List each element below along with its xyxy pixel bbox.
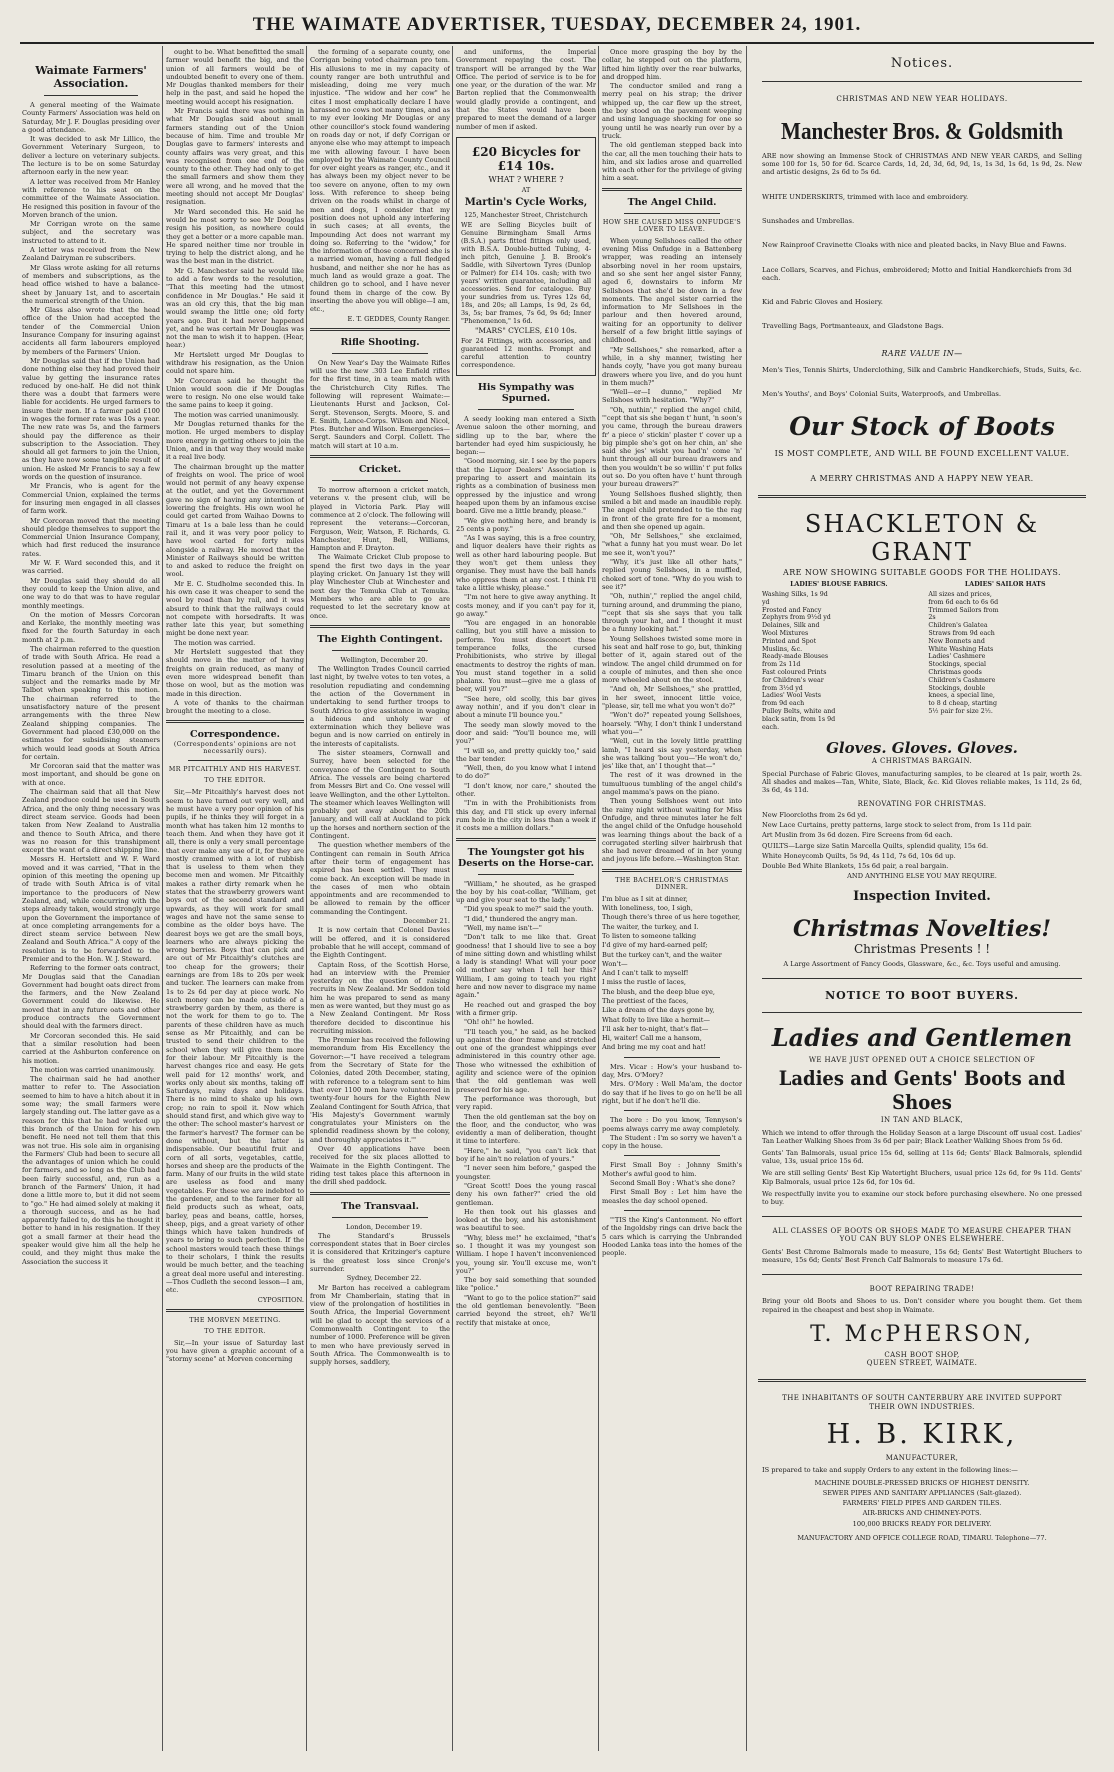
paragraph: The Standard's Brussels correspondent states that in Boer circles it is considered that Kritzinger's capture is the greatest loss since Cronje's surrender. <box>310 1231 450 1273</box>
paragraph: The Premier has received the following memorandum from His Excellency the Governor:—"I have received a telegram from the Secretary of State for the Colonies, dated 20th December, stating, with reference to a telegram sent to him that over 1100 men have volunteered in twenty-four hours for the Eighth New Zealand Contingent for South Africa, that 'His Majesty's Government warmly congratulates your Ministers on the splendid readiness shown by the colony, and thoroughly appreciates it.'" <box>310 1036 450 1144</box>
ad-item: Men's Youths', and Boys' Colonial Suits, Waterproofs, and Umbrellas. <box>762 389 1002 398</box>
paragraph: "Great Scott! Does the young rascal deny his own father?" cried the old gentleman. <box>456 1181 596 1207</box>
paragraph: "We give nothing here, and brandy is 25 cents a pony." <box>456 516 596 533</box>
divider <box>762 978 1082 979</box>
divider <box>456 838 596 841</box>
poem-line: Like a dream of the days gone by, <box>602 1006 715 1015</box>
paragraph: The performance was thorough, but very rapid. <box>456 1094 596 1112</box>
column-rule <box>598 46 599 1751</box>
divider <box>624 1155 720 1156</box>
divider <box>332 650 428 651</box>
paragraph: "As I was saying, this is a free country, and liquor dealers have their rights as well as other hard labouring people. But they won't get them unless they organise. They must have the ball hands who oppress them at any cost. I think I'll take a little whisky, please." <box>456 534 596 592</box>
paragraph: Mr Francis, who is agent for the Commercial Union, explained the terms for insuring men engaged in all classes of farm work. <box>22 482 160 516</box>
paragraph: "William," he shouted, as he grasped the boy by his coat-collar, "William, get up and give your seat to the lady." <box>456 879 596 905</box>
divider <box>44 95 138 96</box>
poem-line: Won't— <box>602 959 628 968</box>
poem-line: What folly to live like a hermit— <box>602 1015 710 1024</box>
divider <box>478 409 574 410</box>
letter-to: TO THE EDITOR. <box>204 1327 266 1335</box>
list-heading: LADIES' SAILOR HATS <box>964 581 1046 589</box>
divider <box>188 760 282 761</box>
paragraph: The Waimate Cricket Club propose to spend the first two days in the year playing cricket. On January 1st they will play Winchester Club at Winchester and next day the Temuka Club at Temuka. Members who are able to go are requested to let the secretary know at once. <box>310 553 450 620</box>
list-item: All sizes and prices, from 6d each to 6s 6d <box>928 591 999 606</box>
ad-item: Men's Ties, Tennis Shirts, Underclothing, Silk and Cambric Handkerchiefs, Studs, Suits, &c. <box>762 365 1082 374</box>
article-heading: Waimate Farmers' Association. <box>35 64 147 90</box>
ad-heading: CHRISTMAS AND NEW YEAR HOLIDAYS. <box>836 94 1008 103</box>
list-item: Trimmed Sailors from 2s <box>928 606 999 622</box>
paragraph: It is now certain that Colonel Davies will be offered, and it is considered probable that he will accept, command of the Eighth Contingent. <box>310 926 450 960</box>
divider <box>624 1210 720 1211</box>
list-item: New Bonnets and White Washing Hats <box>928 637 994 653</box>
column-rule <box>162 46 163 1751</box>
paragraph: On New Year's Day the Waimate Rifles will use the new .303 Lee Enfield rifles for the first time, in a team match with the Christchurch City Rifles. The following will represent Waimate:—Lieutenants Hurst and Jackson, Col-Sergt. Stevenson, Sergts. Moore, S. and E. Smith, Lance-Corps. Wilson and Nicol, Ptes. Butcher and Wilson. Emergencies—Sergt. Saunders and Corpl. Collett. The match will start at 10 a.m. <box>310 358 450 450</box>
paragraph: "I don't know, nor care," shouted the other. <box>456 781 596 799</box>
paragraph: The conductor smiled and rang a merry peal on his strap; the driver whipped up, the car flew up the street, the boy stood on the pavement weeping and using language shocking for one so young until he was nearly run over by a truck. <box>602 82 742 140</box>
ad-body: WE are Selling Bicycles built of Genuine Birmingham Small Arms (B.S.A.) parts fitted fittings only used, with B.S.A. Double-butted Tubing, 4-inch pitch, Genuine J. B. Brook's Saddle, with Silvertown Tyres (Dunlop or Palmer) for £14 10s. cash; with two years' written guarantee, including all accessories. Send for catalogue. Buy your sundries from us. Tyres 12s 6d, 18s, and 20s; all Lamps, 1s 9d, 2s 6d, 3s, 5s; bar frames, 7s 6d, 9s 6d; Inner "Phenomenon," 1s 6d. <box>461 220 591 325</box>
divider <box>310 1192 450 1195</box>
divider <box>762 1012 1082 1013</box>
list-item: Delaines, Silk and Wool Mixtures <box>762 622 820 638</box>
paragraph: Mr Douglas said that if the Union had done nothing else they had proved their value by getting the insurance rates reduced by one-half. He did not think there was a doubt that farmers were liable for accidents. He urged farmers to insure their men. If a farmer paid £100 in wages the former rate was 10s a year. The new rate was 5s, and the farmers should pay the difference as their subscription to the Association. They should all get farmers to join the Union, as they have now some tangible result of union. He asked Mr Francis to say a few words on the question of insurance. <box>22 356 160 482</box>
poem-line: The blush, and the deep blue eye, <box>602 987 715 996</box>
paragraph: First Small Boy : Let him have the measles the day school opened. <box>602 1188 742 1205</box>
ad-business-name: SHACKLETON & GRANT <box>804 510 1040 567</box>
ad-subheading: WE HAVE JUST OPENED OUT A CHOICE SELECTION OF <box>808 1055 1036 1064</box>
ad-body: Gents' Best Chrome Balmorals made to measure, 15s 6d; Gents' Best Watertight Bluchers to measure, 15s 6d; Gents' Best French Calf Balmorals to measure 17s 6d. <box>762 1247 1082 1264</box>
ad-subheading: THE INHABITANTS OF SOUTH CANTERBURY ARE INVITED SUPPORT THEIR OWN INDUSTRIES. <box>782 1394 1062 1411</box>
paragraph: "Well, my name isn't—" <box>464 924 542 932</box>
paragraph: Young Sellshoes twisted some more in his seat and half rose to go, but, thinking better of it, again stared out of the window. The angel child drummed on for a couple of minutes, and then she once more wheeled about on the stool. <box>602 634 742 685</box>
ad-subheading: IN TAN AND BLACK, <box>880 1116 964 1125</box>
paragraph: Then young Sellshoes went out into the rainy night without waiting for Miss Onfudge, and three minutes later he felt the angel child of the Onfudge household was learning things about the back of a corrugated sterling silver hairbrush that she had never dreamed of in her young and joyous life before.—Washington Star. <box>602 797 742 864</box>
ad-subheading: RENOVATING FOR CHRISTMAS. <box>857 800 987 809</box>
paragraph: "I did," thundered the angry man. <box>464 914 578 923</box>
paragraph: "Here," he said, "you can't lick that boy if he ain't no relation of yours." <box>456 1146 596 1164</box>
paragraph: "Mr Sellshoes," she remarked, after a while, in a shy manner, twisting her hands coyly, "have you got many bureau drawers where you live, and do you hunt in them much?" <box>602 345 742 387</box>
poem-line: And I can't talk to myself! <box>602 969 689 978</box>
paragraph: "Why, bless me!" he exclaimed, "that's so. I thought it was my youngest son William. I hope I haven't inconvenienced you, young sir. You'll excuse me, won't you?" <box>456 1233 596 1275</box>
article-body <box>22 101 160 1266</box>
paragraph: Mr Corrigan wrote on the same subject, and the secretary was instructed to attend to it. <box>22 220 160 245</box>
paragraph: He reached out and grasped the boy with a firmer grip. <box>456 1000 596 1017</box>
paragraph: Young Sellshoes flushed slightly, then smiled a bit and made an inaudible reply. The angel child pretended to tie the rag in front of the grate fire for a moment, and then she opened up again. <box>602 489 742 531</box>
divider <box>310 455 450 458</box>
section-heading: The Youngster got his Deserts on the Horse-car. <box>458 846 594 869</box>
divider <box>478 874 574 875</box>
ad-subheading: WHAT ? WHERE ? <box>488 174 564 184</box>
paragraph: Mr Barton has received a cablegram from Mr Chamberlain, stating that in view of the prolongation of hostilities in South Africa, the Imperial Government will be glad to accept the services of a Commonwealth Contingent to the number of 1000. Preference will be given to men who have previously served in South Africa. The Commonwealth is to supply horses, saddlery, <box>310 1283 450 1367</box>
paragraph: Mr Douglas said they should do all they could to keep the Union alive, and one way to do that was to have regular monthly meetings. <box>22 576 160 610</box>
ad-address: QUEEN STREET, WAIMATE. <box>866 1359 978 1368</box>
paragraph: "Don't talk to me like that. Great goodness! that I should live to see a boy of mine sitting down and whistling whilst a lady is standing! What will your poor old mother say when I tell her this? William, I am going to teach you right here and now never to disgrace my name again." <box>456 933 596 1000</box>
ad-headline: Our Stock of Boots <box>789 412 1055 442</box>
ad-body: Special Purchase of Fabric Gloves, manufacturing samples, to be cleared at 1s pair, worth 2s. All shades and makes—Tan, White, Slate, Black, &c. Kid Gloves reliable makes, 1s 11d, 2s 6d, 3s 6d, 4s 11d. <box>762 769 1082 795</box>
section-heading: Rifle Shooting. <box>340 336 420 348</box>
paragraph: Sir,—In your issue of Saturday last you have given a graphic account of a "stormy scene" at Morven concerning <box>166 1338 304 1364</box>
ad-subheading: A CHRISTMAS BARGAIN. <box>871 757 973 766</box>
paragraph: "I'm in with the Prohibitionists from this day, and I'll stick up every infernal rum hole in the city in less than a week if it costs me a million dollars." <box>456 799 596 833</box>
ad-item: New Rainproof Cravinette Cloaks with nice and pleated backs, in Navy Blue and Fawns. <box>762 241 1067 250</box>
sailor-hats-list <box>928 581 1082 731</box>
letter-to: TO THE EDITOR. <box>204 777 266 785</box>
divider <box>762 1216 1082 1217</box>
dateline: Sydney, December 22. <box>346 1274 422 1283</box>
ad-body: We are still selling Gents' Best Kip Watertight Bluchers, usual price 12s 6d, for 9s 11d. Gents' Kip Balmorals, usual price 12s 6d, for 10s 6d. <box>762 1169 1082 1186</box>
ad-address: 125, Manchester Street, Christchurch <box>464 210 588 219</box>
list-item: Ladies' Wool Vests from 9d each <box>762 692 822 708</box>
divider <box>310 328 450 331</box>
poem-heading: THE BACHELOR'S CHRISTMAS DINNER. <box>615 876 729 891</box>
paragraph: Mr Glass also wrote that the head office of the Union had accepted the tender of the Commercial Union Insurance Company for insuring against accidents all farm labourers employed by members of the Farmers' Union. <box>22 306 160 356</box>
divider <box>758 495 1086 498</box>
paragraph: The rest of it was drowned in the tumultuous tumbling of the angel child's angel mamma's paws on the piano. <box>602 771 742 797</box>
list-item: Frosted and Fancy Zephyrs from 9½d yd <box>762 606 831 622</box>
divider <box>762 1274 1082 1275</box>
list-item: Pulley Belts, white and black satin, from 1s 9d each. <box>762 708 836 731</box>
divider <box>166 1309 304 1312</box>
section-heading: His Sympathy was Spurned. <box>477 381 575 404</box>
list-item: Children's Cashmere Stockings, double knees, a special line, to 8 d cheap, starting 5½ pair for size 2½. <box>928 676 998 716</box>
paragraph: The Student : I'm so sorry we haven't a copy in the house. <box>602 1133 742 1151</box>
paragraph: He then took out his glasses and looked at the boy, and his astonishment was beautiful to see. <box>456 1207 596 1233</box>
ad-body: For 24 Fittings, with accessories, and guaranteed 12 months. Prompt and careful attention to country correspondence. <box>461 336 591 369</box>
ad-subheading: IS MOST COMPLETE, AND WILL BE FOUND EXCELLENT VALUE. <box>774 449 1070 459</box>
section-subheading: HOW SHE CAUSED MISS ONFUDGE'S LOVER TO LEAVE. <box>602 218 742 233</box>
masthead-title: THE WAIMATE ADVERTISER, TUESDAY, DECEMBER 24, 1901. <box>252 14 862 35</box>
column-1 <box>22 48 160 1748</box>
paragraph: "Oh, nuthin'," replied the angel child, "'cept that sis she began t' hunt, 'n soon's you came, through the bureau drawers fr' a piece o' stickin' plaster t' cover up a big pimple she's got on her chin, an' she said she jes' wisht you had'n' come 'n' hunt through all our bureau drawers and then you wouldn't be so willin' t' put folks out so. Do you often have t' hunt through your bureau drawers?" <box>602 405 742 489</box>
paragraph: The motion was carried unanimously. <box>30 1065 155 1074</box>
poem-line: I'm blue as I sit at dinner, <box>602 894 688 903</box>
column-rule <box>746 46 747 1751</box>
list-item: Children's Galatea Straws from 9d each <box>928 622 995 638</box>
divider <box>602 869 742 872</box>
ad-headline: Inspection Invited. <box>853 888 991 904</box>
ad-item: WHITE UNDERSKIRTS, trimmed with lace and embroidery. <box>762 192 969 201</box>
paragraph: The chairman said he had another matter to refer to. The Association seemed to him to have a hitch about it in some way; the small farmers were largely standing out. The latter gave as a reason for this that he had worked up this branch of the Union for his own benefit. He need not tell them that this was not true. His sole aim in organising the Farmers' Club had been to secure all the advantages of union which he could for farmers, and so long as the Club had been fairly successful, and, run as a branch of the Farmers' Union, it had done a little more to, but it did not seem to "go." He had aimed solely at making it a thorough success, and as he had apparently failed to, do this he thought it better to hand in his resignation. If they got a small farmer at their head the speaker would give him all the help he could, and they might thus make the Association the success it <box>22 1075 160 1266</box>
paragraph: "Well, then, do you know what I intend to do do?" <box>456 764 596 781</box>
divider <box>310 625 450 628</box>
ad-item: Lace Collars, Scarves, and Fichus, embroidered; Motto and Initial Handkerchiefs from 3d each. <box>762 265 1072 282</box>
ad-business-name: Manchester Bros. & Goldsmith <box>781 119 1063 145</box>
poem-line: But the turkey can't, and the waiter <box>602 950 722 959</box>
column-2 <box>166 48 304 1748</box>
paragraph: the forming of a separate county, one Corrigan being voted chairman pro tem. His allusions to me in my capacity of county ranger are both untruthful and misleading, doing me very much injustice. "The widow and her cow" he cites I most emphatically declare I have harassed no cows not many times, and as to my ever looking Mr Douglas or any other councillor's stock found wandering on roads day or not, if defy Corrigan or anyone else who may attempt to impeach me with allowing favour. I have been employed by the Waimate County Council for over eight years as ranger, etc., and it has always been my object never to be too severe on anyone, often to my own loss. With reference to sheep being driven on the roads whilst in charge of men and dogs, I consider that my position does not uphold any interfering in such cases; at all events, the Impounding Act does not warrant my doing so. Referring to the "widow," for the information of those concerned she is a married woman, having a full fledged husband, and neither she nor he has as much land as would graze a goat. The children go to school, and I have never found them in charge of the cow. By inserting the above you will oblige—I am, etc., <box>310 48 450 314</box>
section-heading: Correspondence. <box>190 729 280 741</box>
ad-item: Kid and Fabric Gloves and Hosiery. <box>762 298 883 307</box>
ad-subheading: ALL CLASSES OF BOOTS OR SHOES MADE TO MEASURE CHEAPER THAN YOU CAN BUY SLOP ONES ELSEWHERE. <box>772 1227 1072 1244</box>
column-3 <box>310 48 450 1748</box>
divider <box>602 188 742 191</box>
ad-business-name: H. B. KIRK, <box>826 1419 1018 1451</box>
paragraph: A vote of thanks to the chairman brought the meeting to a close. <box>166 698 304 716</box>
paragraph: Mr G. Manchester said he would like to add a few words to the resolution, "That this meeting had the utmost confidence in Mr Douglas." He said it was an old cry this, that the big man would swamp the little one; old forty years ago. But it had never happened yet, and he was certain Mr Douglas was not the man to wish it to happen. (Hear, hear.) <box>166 266 304 350</box>
paragraph: Mrs. O'Mory : Well Ma'am, the doctor do say that if he lives to go on he'll be all right, but if he don't he'll die. <box>602 1080 742 1105</box>
paragraph: The chairman said that all that New Zealand produce could be used in South Africa, and the only thing necessary was direct steam service. Goods had been taken from New Zealand to Australia and thence to South Africa, and there was no reason for this transhipment except the want of a direct shipping line. <box>22 788 160 855</box>
ad-text: AT <box>521 185 531 194</box>
paragraph: When young Sellshoes called the other evening Miss Onfudge in a Battenberg wrapper, was reading an intensely absorbing novel in her room upstairs, and so she sent her angel sister Fanny, aged 6, downstairs to inform Mr Sellshoes that she'd be down in a few moments. The angel sister carried the information to Mr Sellshoes in the parlour and then hovered around, waiting for an opportunity to deliver herself of a few bright little sayings of childhood. <box>602 236 742 345</box>
paragraph: Mr Hertslett suggested that they should move in the matter of having freights on grain reduced, as many of even more widespread benefit than those on wool, but as the motion was made in this direction. <box>166 648 304 698</box>
ad-item: SEWER PIPES AND SANITARY APPLIANCES (Salt-glazed). <box>822 1488 1022 1497</box>
ad-two-columns <box>762 581 1082 731</box>
list-heading: LADIES' BLOUSE FABRICS. <box>790 581 888 589</box>
paragraph: The motion was carried unanimously. <box>174 410 299 419</box>
paragraph: A letter was received from the New Zealand Dairyman re subscribers. <box>22 246 160 263</box>
ad-body: A Large Assortment of Fancy Goods, Glassware, &c., &c. Toys useful and amusing. <box>783 959 1061 968</box>
poem-line: I miss the rustle of laces, <box>602 978 686 987</box>
paragraph: "'TIS the King's Cantonment. No effort of the Ingoldsby rings can drive back the 5 cars which is carrying the Unbranded Hooded Lanka teas into the homes of the people. <box>602 1215 742 1258</box>
ad-headline: Ladies and Gents' Boots and Shoes <box>778 1066 1066 1115</box>
ad-body: We respectfully invite you to examine our stock before purchasing elsewhere. No one pressed to buy. <box>762 1189 1082 1206</box>
paragraph: Then the old gentleman sat the boy on the floor, and the conductor, who was evidently a man of deliberation, thought it time to interfere. <box>456 1112 596 1146</box>
paragraph: Once more grasping the boy by the collar, he stepped out on the platform, lifted him lightly over the rear bulwarks, and dropped him. <box>602 48 742 81</box>
ad-item: New Floorcloths from 2s 6d yd. <box>762 810 868 819</box>
ad-body: ARE now showing an Immense Stock of CHRISTMAS AND NEW YEAR CARDS, and Selling some 100 for 1s, 50 for 6d. Scarce Cards, 1d, 2d, 3d, 6d, 9d, 1s, 1s 3d, 1s 6d, 1s 9d, 2s. New and artistic designs, 2s 6d to 5s 6d. <box>762 152 1082 177</box>
ad-item: MACHINE DOUBLE-PRESSED BRICKS OF HIGHEST DENSITY. <box>814 1478 1030 1487</box>
paragraph: Mr Douglas returned thanks for the motion. He urged members to display more energy in getting others to join the Union, and in that way they would make it a real live body. <box>166 420 304 462</box>
paragraph: and uniforms, the Imperial Government repaying the cost. The transport will be arranged by the War Office. The period of service is to be for one year, or the duration of the war. Mr Barton replied that the Commonwealth would gladly provide a contingent, and that the States would have been prepared to meet the demand of a larger number of men if asked. <box>456 48 596 131</box>
dateline: December 21. <box>403 917 450 926</box>
masthead <box>0 0 1114 44</box>
divider <box>166 720 304 723</box>
ad-subheading: MANUFACTURER, <box>885 1454 959 1463</box>
paragraph: Mr Hertslett urged Mr Douglas to withdraw his resignation, as the Union could not spare him. <box>166 350 304 376</box>
poem-line: The waiter, the turkey, and I. <box>602 922 699 931</box>
ad-subheading: ARE NOW SHOWING SUITABLE GOODS FOR THE HOLIDAYS. <box>783 568 1061 578</box>
poem <box>602 895 742 1052</box>
paragraph: "I'm not here to give away anything. It costs money, and if you can't pay for it, go away." <box>456 593 596 618</box>
letter-title: MR PITCAITHLY AND HIS HARVEST. <box>168 766 302 774</box>
ad-body: IS prepared to take and supply Orders to any extent in the following lines:— <box>762 1466 1018 1475</box>
paragraph: Mr Corcoran said he thought the Union would soon die if Mr Douglas were to resign. No one else would take the same pains to keep it going. <box>166 376 304 410</box>
ad-subheading: BOOT REPAIRING TRADE! <box>869 1285 975 1294</box>
ad-subheading: A MERRY CHRISTMAS AND A HAPPY NEW YEAR. <box>810 474 1034 484</box>
ad-item: New Lace Curtains, pretty patterns, large stock to select from, from 1s 11d pair. <box>762 820 1032 829</box>
paragraph: "Oh! oh!" he howled. <box>464 1018 534 1027</box>
blouse-fabrics-list <box>762 581 916 731</box>
paragraph: "Oh, Mr Sellshoes," she exclaimed, "what a funny hat you must wear. Do let me see it, won't you?" <box>602 532 742 557</box>
paragraph: Messrs H. Hertslett and W. F. Ward moved and it was carried, "That in the opinion of this meeting the opening up of trade with South Africa is of vital importance to the producers of New Zealand, and, while concurring with the steps already taken, would strongly urge upon the Government the importance of at once completing arrangements for a direct steam service between New Zealand and South Africa." A copy of the resolution is to be forwarded to the Premier and to the Hon. W. J. Steward. <box>22 855 160 963</box>
poem-line: With loneliness, too, I sigh, <box>602 904 693 913</box>
paragraph: The Wellington Trades Council carried last night, by twelve votes to ten votes, a resolution repudiating and condemning the action of the Government in undertaking to send further troops to South Africa to give assistance in waging a hideous and unholy war of extermination which they believe was begun and is now carried on entirely in the interests of capitalists. <box>310 665 450 748</box>
section-heading: The Transvaal. <box>341 1200 419 1212</box>
paragraph: The chairman referred to the question of trade with South Africa. He read a resolution passed at a meeting of the Timaru branch of the Union on this subject and the remarks made by Mr Talbot when speaking to this motion. The chairman referred to the unsatisfactory nature of the present arrangements with the three New Zealand shipping companies. The Government had placed £30,000 on the estimates for subsidising steamers which would lead goods at South Africa for certain. <box>22 645 160 761</box>
paragraph: "I will so, and pretty quickly too," said the bar tender. <box>456 746 596 763</box>
paragraph: The sister steamers, Cornwall and Surrey, have been selected for the conveyance of the Contingent to South Africa. The vessels are being chartered from Messrs Birt and Co. One vessel will leave Wellington, and the other Lyttelton. The steamer which leaves Wellington will probably get away about the 20th January, and will call at Auckland to pick up the horses and northern section of the Contingent. <box>310 749 450 841</box>
paragraph: It was decided to ask Mr Lillico, the Government Veterinary Surgeon, to deliver a lecture on veterinary subjects. The lecture is to be on some Saturday afternoon early in the new year. <box>22 135 160 177</box>
paragraph: "And oh, Mr Sellshoes," she prattled, in her sweet, innocent little voice, "please, sir, tell me what you won't do?" <box>602 685 742 711</box>
paragraph: ought to be. What benefitted the small farmer would benefit the big, and the union of all farmers would be of undoubted benefit to every one of them. Mr Douglas thanked members for their help in the past, and said he hoped the meeting would accept his resignation. <box>166 48 304 106</box>
paragraph: Second Small Boy : What's she done? <box>610 1179 736 1188</box>
poem-line: I'd give of my hard-earned pelf; <box>602 941 708 950</box>
ad-model: "MARS" CYCLES, £10 10s. <box>474 325 578 335</box>
notices-column <box>752 48 1092 1748</box>
list-item: Printed and Spot Muslins, &c. <box>762 637 817 653</box>
paragraph: Referring to the former oats contract, Mr Douglas said that the Canadian Government had bought oats direct from the farmers, and the New Zealand Government could do likewise. He moved that in any future oats and other produce contracts the Government should deal with the farmers direct. <box>22 964 160 1031</box>
list-item: Ladies' Cashmere Stockings, special <box>928 653 987 669</box>
column-rule <box>306 46 307 1751</box>
ad-item: Travelling Bags, Portmanteaux, and Gladstone Bags. <box>762 322 944 331</box>
ad-business-name: Martin's Cycle Works, <box>464 196 588 208</box>
paragraph: A seedy looking man entered a Sixth Avenue saloon the other morning, and sidling up to the bar, where the bartender had eyed him suspiciously, he began:— <box>456 414 596 457</box>
paragraph: "Want to go to the police station?" said the old gentleman benevolently. "Been carried beyond the street, eh? We'll rectify that mistake at once, <box>456 1293 596 1327</box>
divider <box>624 213 720 214</box>
paragraph: "Did you speak to me?" said the youth. <box>464 905 594 914</box>
list-item: Fast coloured Prints for Children's wear from 3½d yd <box>762 669 827 692</box>
paragraph: "Well, cut in the lovely little prattling lamb, "I heard sis say yesterday, when she was talking 'bout you—'He won't do,' jes' like that, an' I thought that—" <box>602 737 742 771</box>
list-item: Christmas goods <box>928 669 982 677</box>
paragraph: On the motion of Messrs Corcoran and Kerlake, the monthly meeting was fixed for the fourth Saturday in each month at 2 p.m. <box>22 610 160 644</box>
paragraph: The question whether members of the Contingent can remain in South Africa after their term of engagement has expired has been settled. They must come back. An exception will be made in the cases of men who obtain appointments and are recommended to be allowed to remain by the officer commanding the Contingent. <box>310 841 450 916</box>
ad-item: AND ANYTHING ELSE YOU MAY REQUIRE. <box>847 872 997 881</box>
paragraph: "Well—er—I dunno," replied Mr Sellshoes with hesitation. "Why?" <box>602 388 742 405</box>
poem-line: And bring me my coat and hat! <box>602 1043 707 1052</box>
ad-headline: Gloves. Gloves. Gloves. <box>826 739 1018 758</box>
poem-line: Hi, waiter! Call me a hansom, <box>602 1034 702 1043</box>
paragraph: The bore : Do you know, Tennyson's poems always carry me away completely. <box>602 1116 742 1133</box>
paragraph: "Good morning, sir. I see by the papers that the Liquor Dealers' Association is preparing to assert and maintain its rights as a combination of business men oppressed by the injustice and wrong heaped upon them by an infamous excise board. Give me a little brandy, please." <box>456 457 596 516</box>
divider <box>624 1057 720 1058</box>
paragraph: Over 40 applications have been received for the six places allotted to Waimate in the Eighth Contingent. The riding test takes place this afternoon in the drill shed paddock. <box>310 1145 450 1187</box>
paragraph: "You are engaged in an honorable calling, but you still have a mission to perform. You must disconcert these temperance folks, the cursed Prohibitionists, who strive by illegal enactments to destroy the rights of man. You must stand together in a solid phalanx. You must—give me a glass of beer, will you?" <box>456 619 596 694</box>
notices-heading: Notices. <box>890 56 954 71</box>
divider <box>332 353 428 354</box>
ad-headline: Christmas Novelties! <box>792 915 1052 942</box>
poem-line: The prettiest of the faces, <box>602 996 689 1005</box>
dateline: London, December 19. <box>345 1222 423 1231</box>
signature: E. T. GEDDES, County Ranger. <box>347 314 450 323</box>
ad-item: 100,000 BRICKS READY FOR DELIVERY. <box>852 1519 992 1528</box>
ad-body: Which we intend to offer through the Holiday Season at a large Discount off usual cost. Ladies' Tan Leather Walking Shoes from 3s 6d per pair; Black Leather Walking Shoes from 5s 6d. <box>762 1128 1082 1145</box>
paragraph: Sir,—Mr Pitcaithly's harvest does not seem to have turned out very well, and he must have a very poor opinion of his pupils, if he thinks they will forget in a month what has taken him 12 months to teach them. And when they have got it all, there is only a very small percentage that ever make any use of it, for they are mostly crammed with a lot of rubbish that is useless to them when they become men and women. Mr Pitcaithly makes a rather dirty remark when he states that the strawberry growers want boys out of the second standard and upwards, as they will work for small wages and have not the same sense to combine as the older boys have. The dearest boys we get are the small boys, learners who are always picking the wrong berries. Boys that can pick and are out of Mr Pitcaithly's clutches are too cheap for the growers; their earnings are from 18s to 20s per week and tucker. The learners can make from 1s to 2s 6d per day at piece work. No such money can be made outside of a strawberry garden by them, as there is not the work for them to go to. The parents of these children have as much sense as Mr Pitcaithly, and can be trusted to send their children to the school when they will give them more for their labour. Mr Pitcaithly is the harvest changes rice and easy. He gets well paid for 12 months' work, and works only about six months, taking off Saturdays, rainy days and holidays. There is no mind to shake up his own crop; no rain to spoil it. Now which should stand first, and which give way to the other: The school master's harvest or the farmer's harvest? The former can be done without, but the latter is indispensable. Our beautiful fruit and corn of all sorts, vegetables, cattle, horses and sheep are the products of the farm. Many of our fruits in the wild state are useless as food and many vegetables. For these we are indebted to the gardener, and to the farmer for all field products such as wheat, oats, barley, peas and beans, cattle, horses, sheep, pigs, and a great variety of other things which have taken hundreds of years to bring to such perfection. If the school masters would teach these things to their scholars, I think the results would be much better, and the teaching a great deal more useful and interesting.—Thos Cudleth the second lesson—I am, etc. <box>166 788 304 1295</box>
paragraph: "Won't do?" repeated young Sellshoes, hoarsely. "Why, I don't think I understand what you—" <box>602 711 742 736</box>
ad-headline: £20 Bicycles for £14 10s. <box>471 144 581 173</box>
signature: CYPOSITION. <box>257 1295 304 1304</box>
divider <box>624 1110 720 1111</box>
ad-subheading: CASH BOOT SHOP, <box>884 1350 960 1359</box>
ad-address: MANUFACTORY AND OFFICE COLLEGE ROAD, TIMARU. Telephone—77. <box>797 1534 1047 1542</box>
section-note: (Correspondents' opinions are not necessarily ours). <box>173 741 297 756</box>
column-rule <box>452 46 453 1751</box>
paragraph: "See here, old scolly, this bar gives away nothin', and if you don't clear in about a minute I'll bounce you." <box>456 694 596 720</box>
ad-item: Double Bed White Blankets, 15s 6d pair, a real bargain. <box>762 862 949 871</box>
paragraph: Mr Corcoran said that the matter was most important, and should be gone on with at once. <box>22 762 160 787</box>
paragraph: To morrow afternoon a cricket match, veterans v. the present club, will be played in Victoria Park. Play will commence at 2 o'clock. The following will represent the veterans:—Corcoran, Ferguson, Weir, Watson, F. Richards, G. Manchester, Hunt, Bell, Williams, Hampton and F. Drayton. <box>310 486 450 553</box>
paragraph: A general meeting of the Waimate County Farmers' Association was held on Saturday, Mr J. F. Douglas presiding over a good attendance. <box>22 101 160 134</box>
divider <box>332 480 428 481</box>
paragraph: First Small Boy : Johnny Smith's Mother's awful good to him. <box>602 1161 742 1178</box>
paragraph: The boy said something that sounded like "police." <box>456 1276 596 1293</box>
cycle-advertisement <box>456 137 596 376</box>
ad-business-name: T. McPHERSON, <box>810 1321 1034 1347</box>
paragraph: Mr Francis said there was nothing in what Mr Douglas said about small farmers standing out of the Union because of him. Time and trouble Mr Douglas gave to farmers' interests and county affairs was very great, and this was recognised from one end of the county to the other. They had only to get the small farmers and show them they were all wrong, and he moved that the meeting should not accept Mr Douglas' resignation. <box>166 107 304 207</box>
paragraph: "Oh, nuthin'," replied the angel child, turning around, and drumming the piano, "'cept that sis she says that you talk through your hat, and I thought it must be a funny looking hat." <box>602 592 742 634</box>
column-5 <box>602 48 742 1748</box>
ad-subheading: RARE VALUE IN— <box>881 348 963 358</box>
ad-headline: NOTICE TO BOOT BUYERS. <box>825 988 1019 1002</box>
paragraph: The old gentleman stepped back into the car, all the men touching their hats to him, and six ladies arose and quarrelled with each other for the privilege of giving him a seat. <box>602 141 742 183</box>
paragraph: The chairman brought up the matter of freights on wool. The price of wool would not permit of any heavy expense at the outlet, and yet the Government gave no sign of having any intention of lowering the freights. His own wool he could get carted from Waihao Downs to Timaru at 1s a bale less than he could rail it, and it was very poor policy to have wool carted for forty miles alongside a railway. He moved that the Minister of Railways should be written to and asked to reduce the freight on wool. <box>166 462 304 579</box>
paragraph: Mr E. C. Studholme seconded this. In his own case it was cheaper to send the wool by road than by rail, and it was absurd to think that the railways could not compete with horsedrafts. It was rather late this year, but something might be done next year. <box>166 579 304 638</box>
paragraph: Captain Ross, of the Scottish Horse, had an interview with the Premier yesterday on the question of raising recruits in New Zealand. Mr Seddon told him he was prepared to send as many men as were wanted, but they must go as a New Zealand Contingent. Mr Ross therefore decided to discontinue his recruiting mission. <box>310 960 450 1035</box>
paragraph: Mrs. Vicar : How's your husband to-day, Mrs. O'Mory? <box>602 1062 742 1080</box>
paragraph: The seedy man slowly moved to the door and said: "You'll bounce me, will you?" <box>456 720 596 746</box>
ad-subheading: Christmas Presents ! ! <box>853 941 991 956</box>
divider <box>758 1379 1086 1382</box>
ad-body: Bring your old Boots and Shoes to us. Don't consider where you bought them. Get them repaired in the cheapest and best shop in Waimate. <box>762 1297 1082 1314</box>
ad-item: FARMERS' FIELD PIPES AND GARDEN TILES. <box>842 1499 1002 1508</box>
paragraph: Mr W. F. Ward seconded this, and it was carried. <box>22 559 160 576</box>
divider <box>332 1217 428 1218</box>
ad-item: Art Muslin from 3s 6d dozen. Fire Screens from 6d each. <box>762 831 953 840</box>
section-heading: Cricket. <box>358 464 402 476</box>
ad-body: Gents' Tan Balmorals, usual price 15s 6d, selling at 11s 6d; Gents' Black Balmorals, splendid value, 13s, usual price 15s 6d. <box>762 1148 1082 1166</box>
ad-item: White Honeycomb Quilts, 5s 9d, 4s 11d, 7s 6d, 10s 6d up. <box>762 851 956 860</box>
paragraph: The motion was carried. <box>174 638 256 647</box>
paragraph: "I'll teach you," he said, as he backed up against the door frame and stretched out one of the grandest whippings ever administered in this country other age. Those who witnessed the exhibition of agility and science were of the opinion that the old gentleman was well preserved for his age. <box>456 1027 596 1094</box>
poem-line: I'll ask her to-night, that's flat— <box>602 1024 709 1033</box>
divider <box>762 81 1082 82</box>
letter-title: THE MORVEN MEETING. <box>189 1316 281 1324</box>
paragraph: Mr Glass wrote asking for all returns of members and subscriptions, as the head office wished to have a balance-sheet by January 1st, and to ascertain the numerical strength of the Union. <box>22 263 160 305</box>
paragraph: A letter was received from Mr Hanley with reference to his seat on the committee of the Waimate Association. He resigned this position in favour of the Morven branch of the union. <box>22 177 160 219</box>
dateline: Wellington, December 20. <box>340 655 428 664</box>
paragraph: "I never seen him before," gasped the youngster. <box>456 1164 596 1181</box>
masthead-rule <box>20 42 1094 44</box>
column-4 <box>456 48 596 1748</box>
ad-item: QUILTS—Large size Satin Marcella Quilts, splendid quality, 15s 6d. <box>762 841 989 850</box>
ad-item: AIR-BRICKS AND CHIMNEY-POTS. <box>862 1509 982 1518</box>
section-heading: The Angel Child. <box>627 196 717 208</box>
list-item: Washing Silks, 1s 9d yd <box>762 591 828 606</box>
paragraph: Mr Corcoran seconded this. He said that a similar resolution had been carried at the Ashburton conference on his motion. <box>22 1031 160 1065</box>
ad-headline: Ladies and Gentlemen <box>771 1022 1073 1052</box>
poem-line: To listen to someone talking <box>602 931 697 940</box>
poem-line: Though there's three of us here together, <box>602 913 741 922</box>
ad-item: Sunshades and Umbrellas. <box>762 216 855 225</box>
section-heading: The Eighth Contingent. <box>317 633 443 645</box>
paragraph: Mr Corcoran moved that the meeting should pledge themselves to support the Commercial Union Insurance Company, which had first reduced the insurance rates. <box>22 516 160 558</box>
list-item: Ready-made Blouses from 2s 11d <box>762 653 829 669</box>
paragraph: Mr Ward seconded this. He said he would be most sorry to see Mr Douglas resign his position, as nowhere could they get a better or a more capable man. He spared neither time nor trouble in trying to help the district along, and he was the best man in the district. <box>166 207 304 266</box>
paragraph: "Why, it's just like all other hats," replied young Sellshoes, in a muffled, choked sort of tone. "Why do you wish to see it?" <box>602 558 742 591</box>
